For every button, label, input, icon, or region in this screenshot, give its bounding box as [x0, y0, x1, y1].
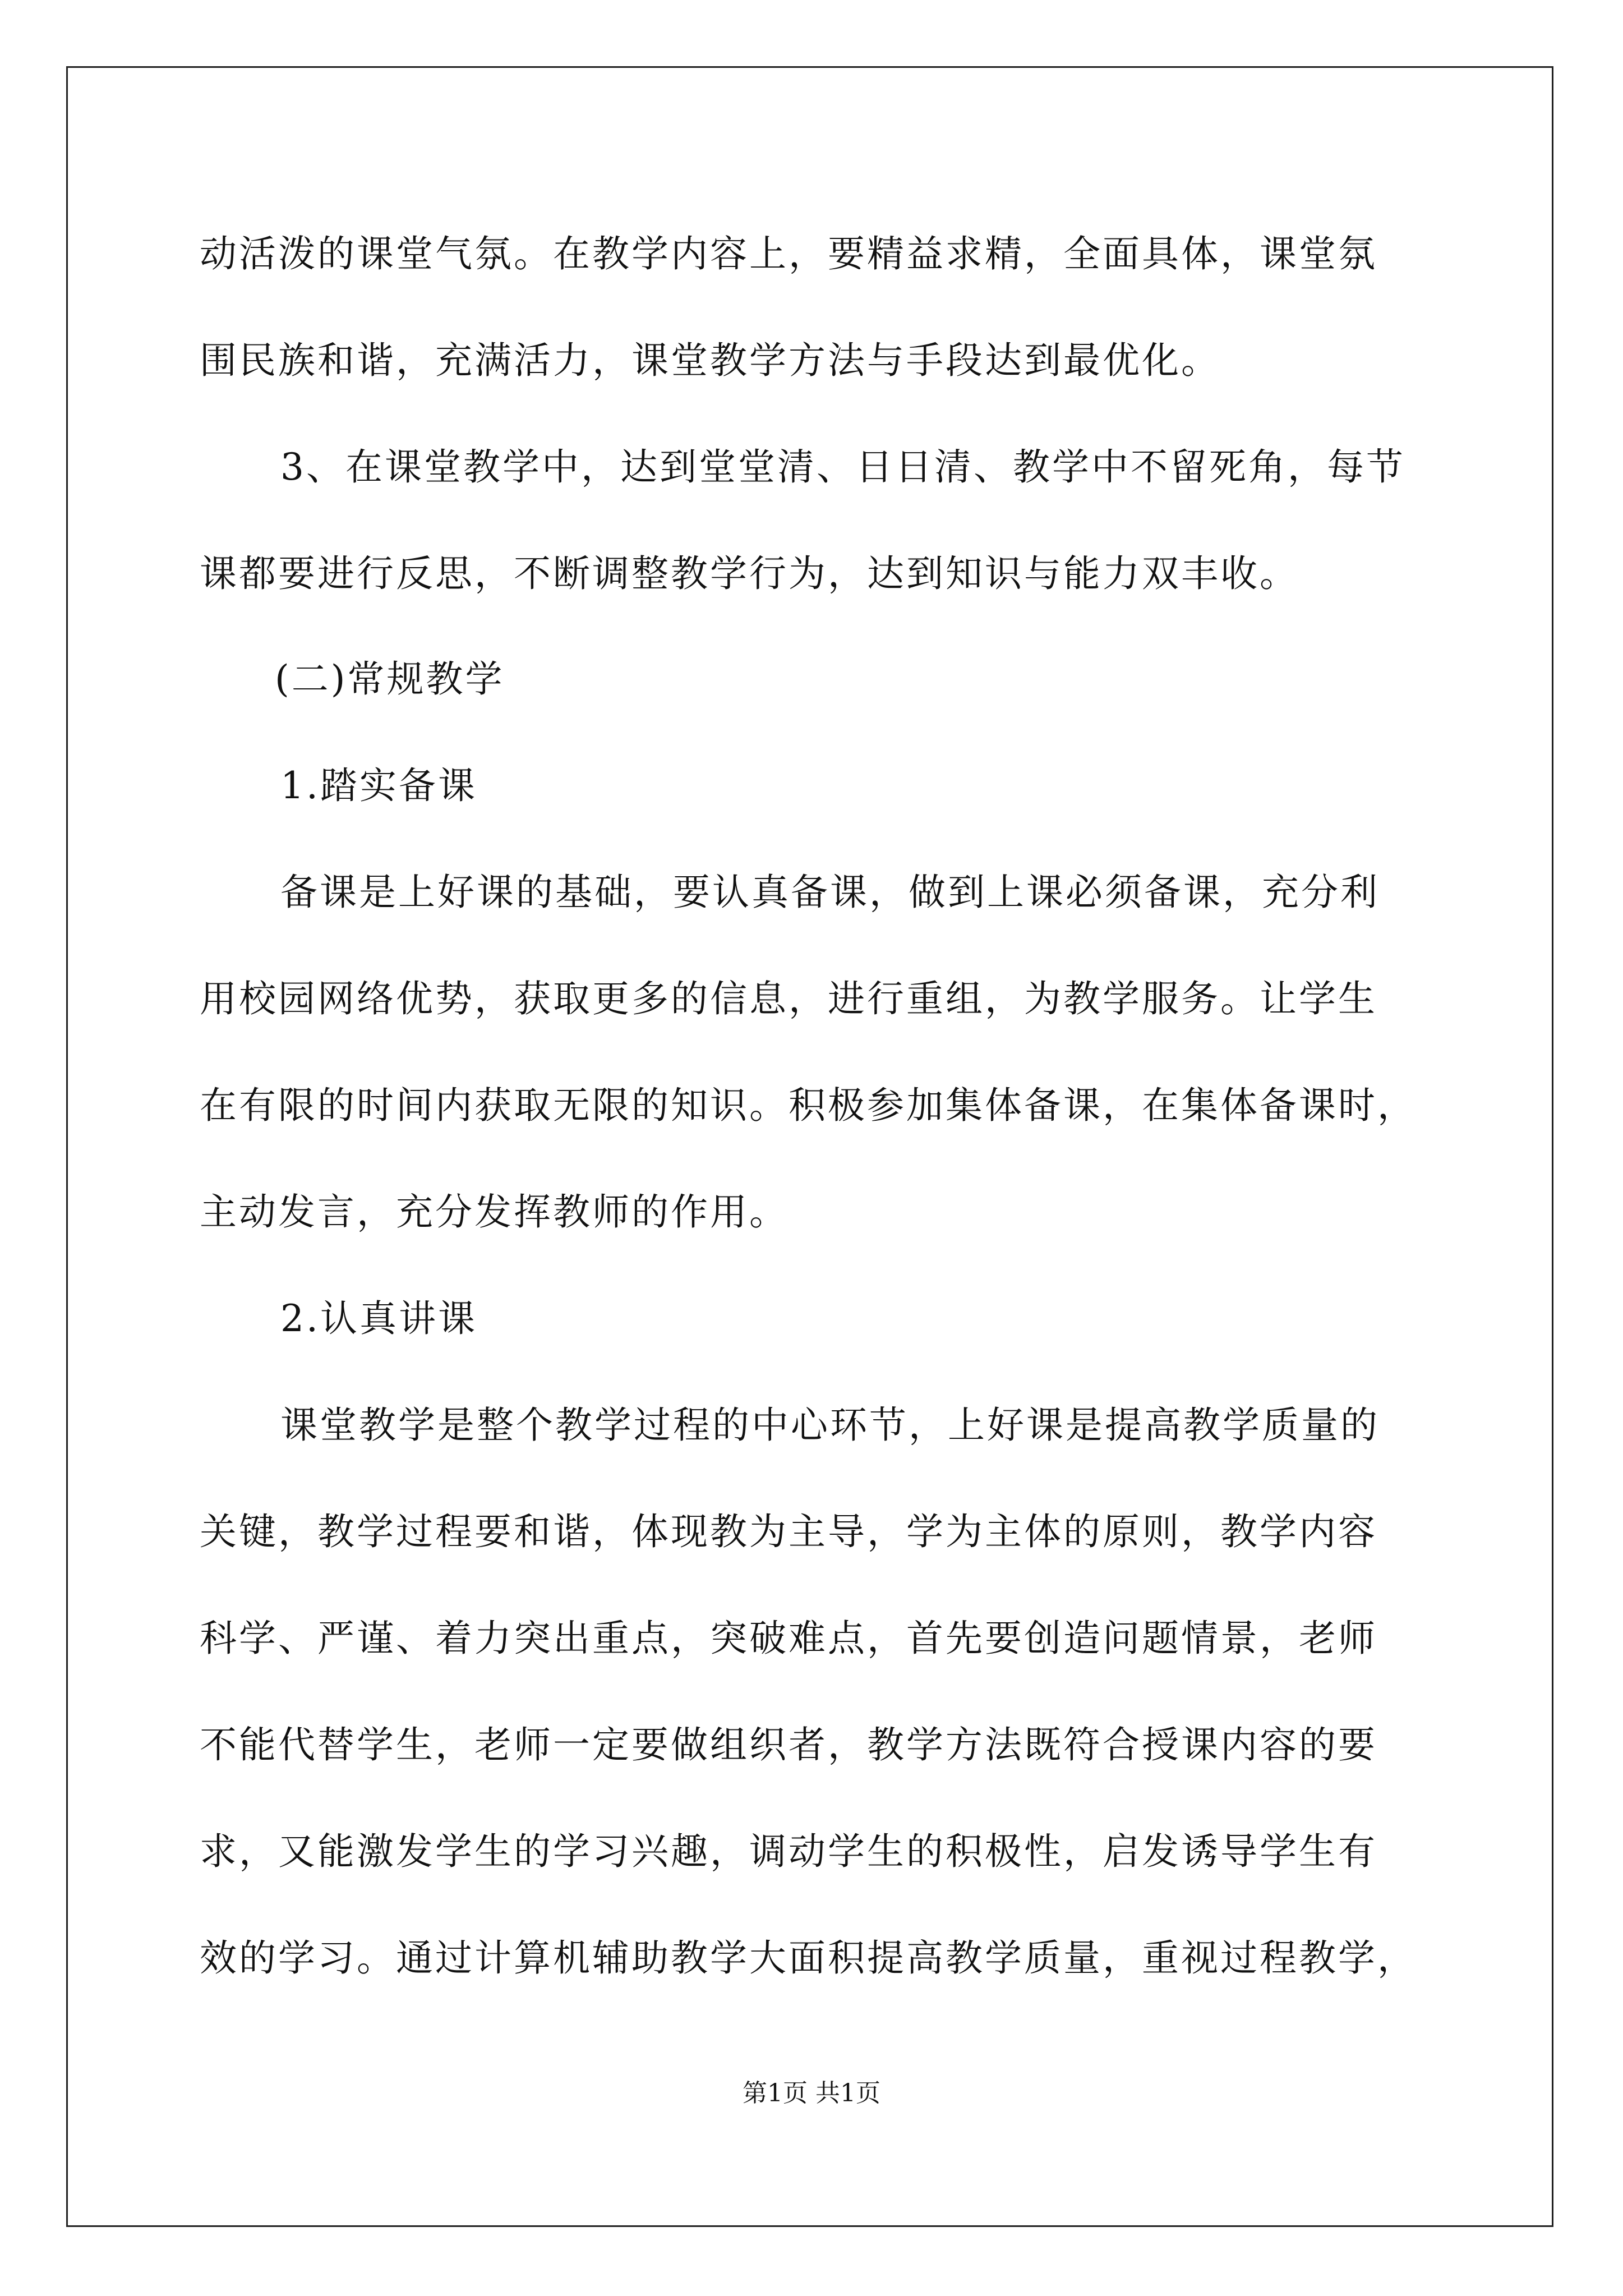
subsection-heading: 2.认真讲课	[280, 1297, 477, 1340]
text-line: 用校园网络优势，获取更多的信息，进行重组，为教学服务。让学生	[200, 977, 1377, 1020]
text-line: 3、在课堂教学中，达到堂堂清、日日清、教学中不留死角，每节	[280, 445, 1405, 489]
page-border	[66, 66, 1553, 2227]
text-line: 求，又能激发学生的学习兴趣，调动学生的积极性，启发诱导学生有	[200, 1830, 1377, 1873]
text-line: 围民族和谐，充满活力，课堂教学方法与手段达到最优化。	[200, 339, 1220, 382]
text-line: 科学、严谨、着力突出重点，突破难点，首先要创造问题情景，老师	[200, 1617, 1377, 1660]
text-line: 动活泼的课堂气氛。在教学内容上，要精益求精，全面具体，课堂氛	[200, 232, 1377, 275]
text-line: 在有限的时间内获取无限的知识。积极参加集体备课，在集体备课时，	[200, 1084, 1417, 1127]
subsection-heading: 1.踏实备课	[280, 764, 477, 807]
text-line: 不能代替学生，老师一定要做组织者，教学方法既符合授课内容的要	[200, 1723, 1377, 1766]
text-line: 主动发言，充分发挥教师的作用。	[200, 1190, 789, 1234]
text-line: 课堂教学是整个教学过程的中心环节，上好课是提高教学质量的	[280, 1404, 1380, 1447]
text-line: 备课是上好课的基础，要认真备课，做到上课必须备课，充分利	[280, 871, 1380, 914]
page-footer: 第1页 共1页	[743, 2079, 880, 2108]
text-line: 效的学习。通过计算机辅助教学大面积提高教学质量，重视过程教学，	[200, 1936, 1417, 1980]
text-line: 关键，教学过程要和谐，体现教为主导，学为主体的原则，教学内容	[200, 1510, 1377, 1553]
section-heading: (二)常规教学	[275, 657, 505, 701]
text-line: 课都要进行反思，不断调整教学行为，达到知识与能力双丰收。	[200, 552, 1299, 595]
